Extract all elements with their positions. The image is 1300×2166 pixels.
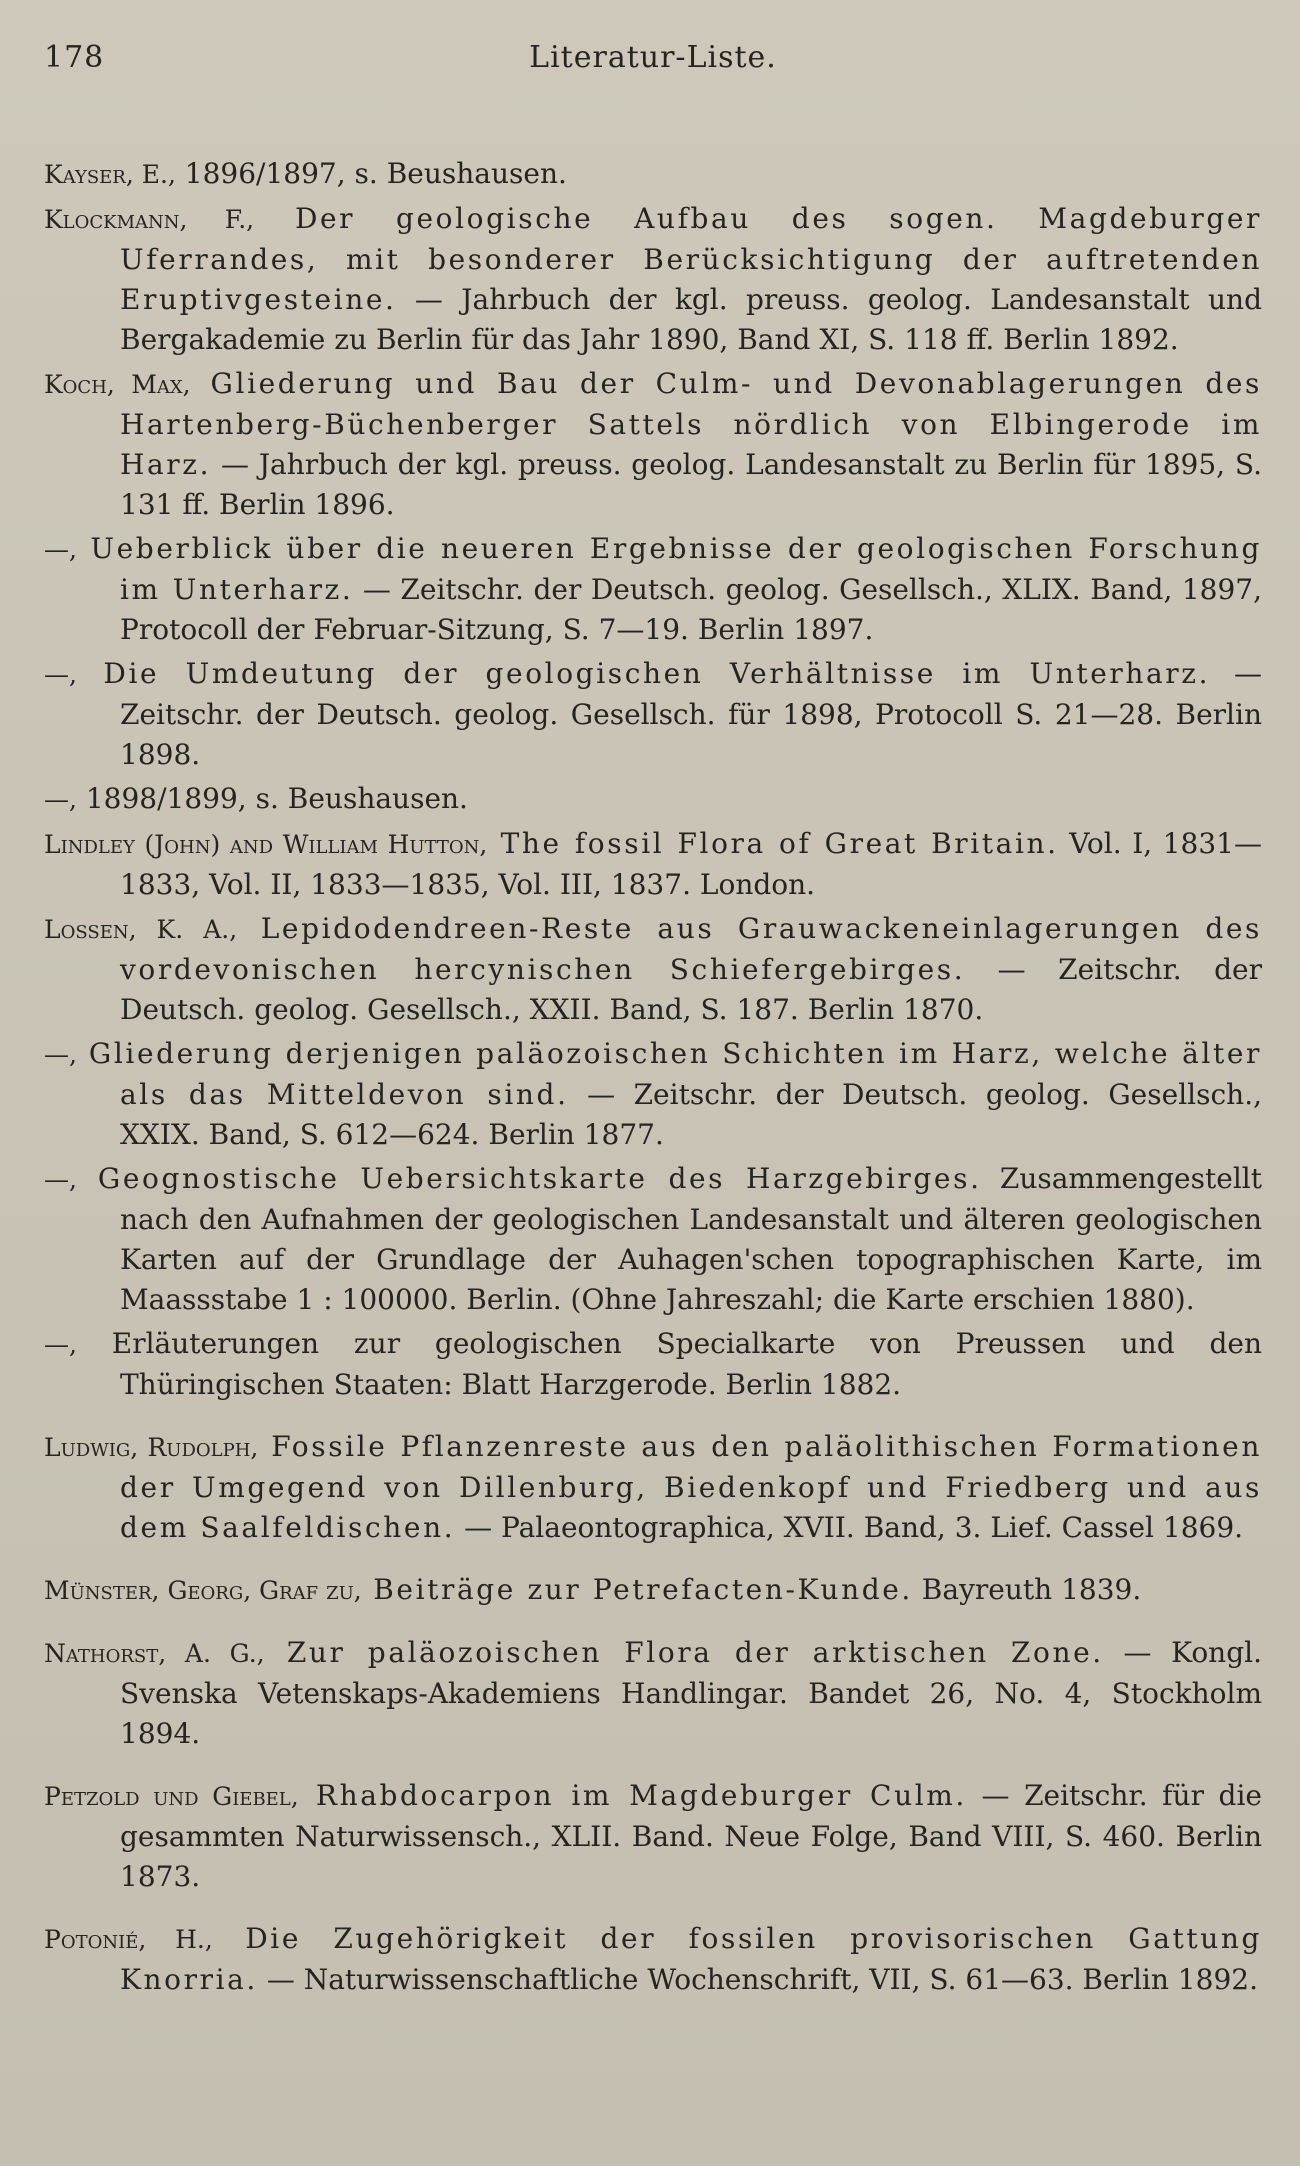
entry-details: Bayreuth 1839. [912,1573,1142,1606]
bibliography-entry-lossen-uebersichtskarte [44,1159,1262,1320]
bibliography-entry-klockmann [44,199,1262,360]
entry-author: Lossen, K. A., [44,915,238,944]
bibliography-list [44,154,1262,2000]
bibliography-entry-ludwig [44,1427,1262,1548]
entry-details: — Naturwissenschaftliche Wochenschrift, VII, S. 61—63. Berlin 1892. [257,1963,1258,1996]
entry-title: Gliederung derjenigen paläozoischen Schichten im Harz, welche älter als das Mitteldevon sind. [76,1037,1262,1111]
bibliography-entry-petzold-giebel [44,1776,1262,1897]
entry-title: Ueberblick über die neueren Ergebnisse der geologischen Forschung im Unterharz. [76,532,1262,606]
entry-details: — Zeitschr. der Deutsch. geolog. Gesellsch., XLIX. Band, 1897, Protocoll der Februar-Sitzung, S. 7—19. Berlin 1897. [120,573,1262,646]
bibliography-entry-potonie [44,1919,1262,2000]
entry-details: Vol. I, 1831—1833, Vol. II, 1833—1835, Vol. III, 1837. London. [120,827,1263,901]
bibliography-entry-koch-ueberblick [44,529,1262,650]
entry-author: —, [44,1165,77,1194]
entry-title: Beiträge zur Petrefacten-Kunde. [361,1573,913,1606]
entry-title: Der geologische Aufbau des sogen. Magdeburger Uferrandes, mit besonderer Berücksichtigung der auftretenden Eruptivgesteine. [120,202,1262,316]
entry-details: Erläuterungen zur geologischen Specialkarte von Preussen und den Thüringischen Staaten: Blatt Harzgerode. Berlin 1882. [76,1327,1262,1401]
entry-author: Petzold und Giebel, [44,1782,299,1811]
entry-details: — Kongl. Svenska Vetenskaps-Akademiens Handlingar. Bandet 26, No. 4, Stockholm 1894. [120,1636,1262,1750]
bibliography-entry-koch-gliederung [44,364,1262,525]
entry-author: —, [44,660,77,689]
entry-details: 1898/1899, s. Beushausen. [76,782,468,815]
bibliography-entry-koch-umdeutung [44,654,1262,775]
entry-author: Münster, Georg, Graf zu, [44,1576,362,1605]
entry-author: Kayser, E., [44,160,176,189]
running-title: Literatur-Liste. [529,40,777,75]
entry-title: Die Zugehörigkeit der fossilen provisorischen Gattung Knorria. [120,1922,1262,1996]
entry-details: Zusammengestellt nach den Aufnahmen der geologischen Landesanstalt und älteren geologischen Karten auf der Grundlage der Auhagen'schen topographischen Karte, im Maassstabe 1 : 100000. Berlin. (Ohne Jahreszahl; die Karte erschien 1880). [120,1162,1262,1316]
entry-author: Lindley (John) and William Hutton, [44,830,488,859]
entry-title: Gliederung und Bau der Culm- und Devonablagerungen des Hartenberg-Büchenberger Sattels nördlich von Elbingerode im Harz. [120,367,1263,481]
entry-author: Nathorst, A. G., [44,1639,265,1668]
entry-author: —, [44,535,77,564]
bibliography-entry-kayser [44,154,1262,195]
bibliography-entry-lindley-hutton [44,824,1262,905]
entry-author: Ludwig, Rudolph, [44,1433,259,1462]
entry-author: —, [44,785,77,814]
entry-details: 1896/1897, s. Beushausen. [175,157,567,190]
entry-details: — Zeitschr. der Deutsch. geolog. Gesellsch. für 1898, Protocoll S. 21—28. Berlin 1898. [120,657,1262,771]
entry-title: Geognostische Uebersichtskarte des Harzgebirges. [76,1162,982,1195]
entry-title: Die Umdeutung der geologischen Verhältnisse im Unterharz. [76,657,1211,690]
entry-author: Koch, Max, [44,370,191,399]
entry-details: — Zeitschr. der Deutsch. geolog. Gesellsch., XXII. Band, S. 187. Berlin 1870. [120,953,1262,1026]
entry-details: — Zeitschr. der Deutsch. geolog. Gesellsch., XXIX. Band, S. 612—624. Berlin 1877. [120,1078,1262,1151]
bibliography-entry-koch-beushausen [44,779,1262,820]
entry-author: —, [44,1040,77,1069]
entry-details: — Jahrbuch der kgl. preuss. geolog. Landesanstalt zu Berlin für 1895, S. 131 ff. Berlin 1896. [120,448,1262,521]
entry-title: Fossile Pflanzenreste aus den paläolithischen Formationen der Umgegend von Dillenburg, Biedenkopf und Friedberg und aus dem Saalfeldischen. [120,1430,1262,1544]
bibliography-entry-lossen-gliederung [44,1034,1262,1155]
entry-author: —, [44,1330,77,1359]
entry-title: Rhabdocarpon im Magdeburger Culm. [298,1779,967,1812]
entry-details: — Palaeontographica, XVII. Band, 3. Lief. Cassel 1869. [455,1511,1244,1544]
bibliography-entry-muenster [44,1570,1262,1611]
bibliography-entry-nathorst [44,1633,1262,1754]
entry-title: The fossil Flora of Great Britain. [487,827,1059,860]
bibliography-entry-lossen-erlaeuterungen [44,1324,1262,1405]
entry-details: — Zeitschr. für die gesammten Naturwissensch., XLII. Band. Neue Folge, Band VIII, S. 460. Berlin 1873. [120,1779,1262,1893]
entry-author: Klockmann, F., [44,205,255,234]
page-header [44,40,1262,96]
page-number: 178 [44,40,105,75]
entry-details: — Jahrbuch der kgl. preuss. geolog. Landesanstalt und Bergakademie zu Berlin für das Jahr 1890, Band XI, S. 118 ff. Berlin 1892. [120,283,1262,356]
bibliography-entry-lossen-lepidodendreen [44,909,1262,1030]
entry-author: Potonié, H., [44,1925,213,1954]
entry-title: Zur paläozoischen Flora der arktischen Zone. [264,1636,1104,1669]
entry-title: Lepidodendreen-Reste aus Grauwackeneinlagerungen des vordevonischen hercynischen Schiefergebirges. [120,912,1262,986]
